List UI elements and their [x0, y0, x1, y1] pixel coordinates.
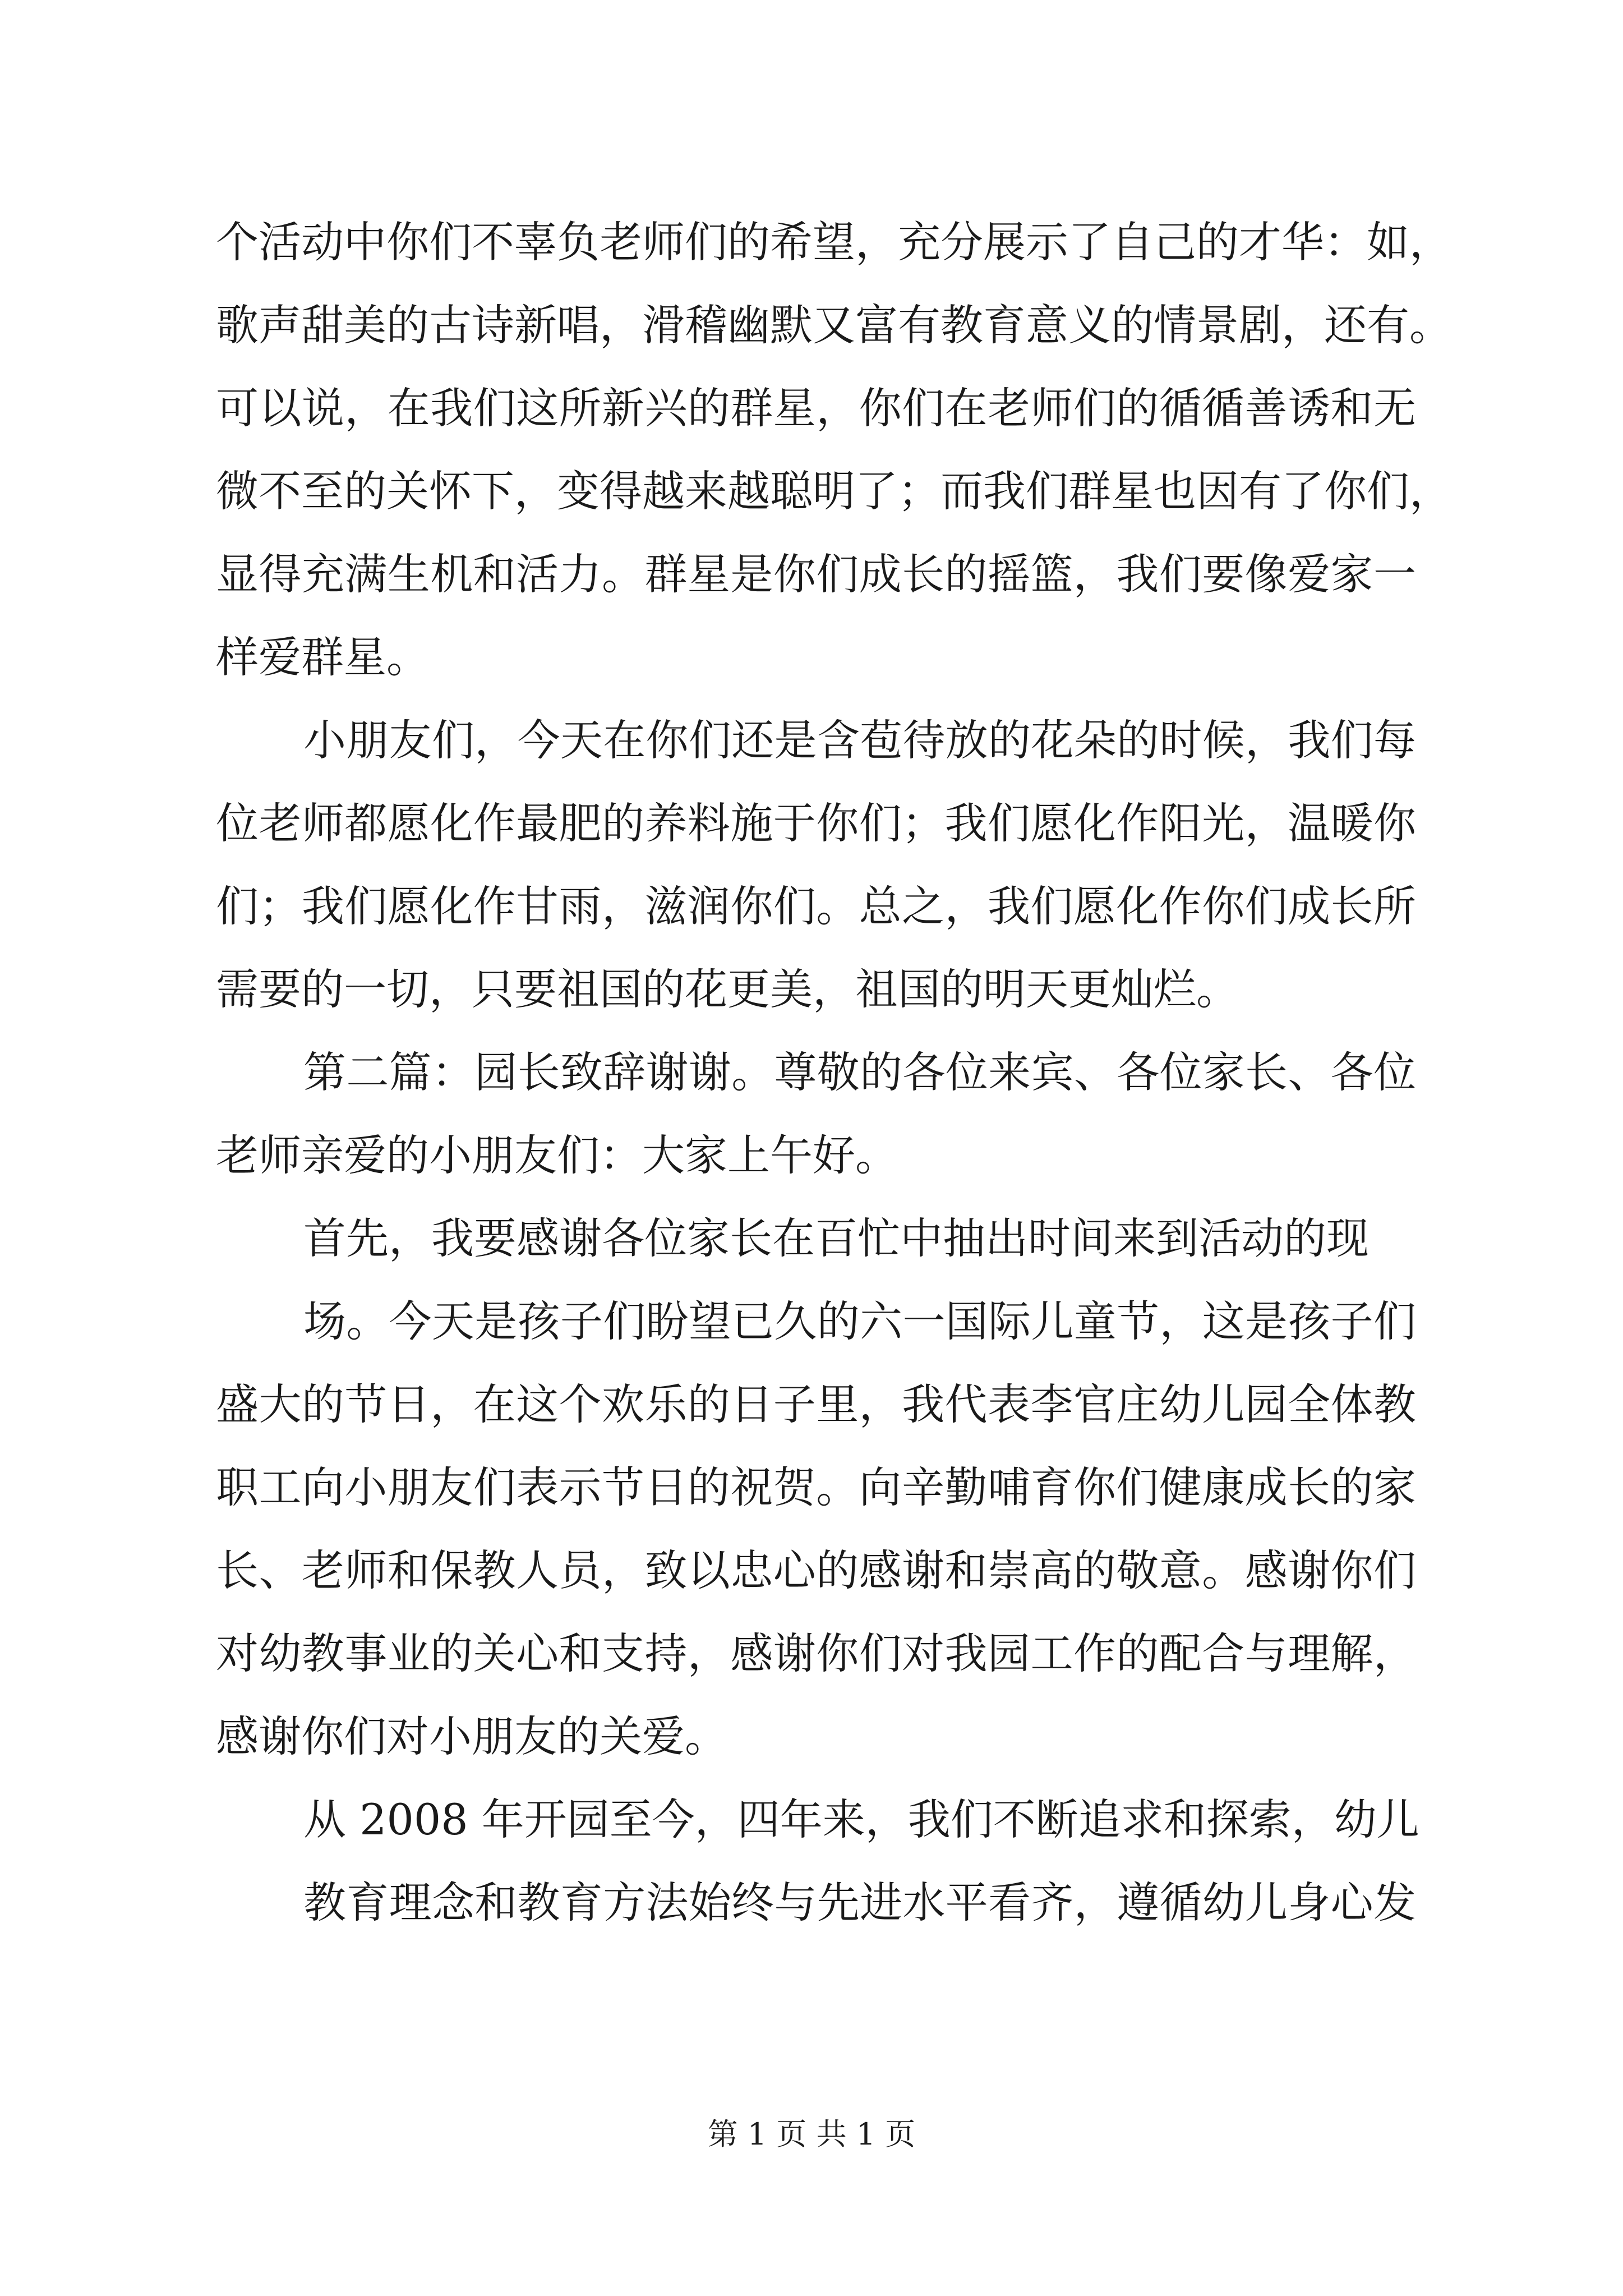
- text-line-9: 们；我们愿化作甘雨，滋润你们。总之，我们愿化作你们成长所: [216, 881, 1416, 931]
- text-line-15: 盛大的节日，在这个欢乐的日子里，我代表李官庄幼儿园全体教: [216, 1379, 1416, 1429]
- page-number-footer: 第 1 页 共 1 页: [707, 2116, 916, 2152]
- text-line-18: 对幼教事业的关心和支持，感谢你们对我园工作的配合与理解，: [216, 1628, 1416, 1678]
- text-line-16: 职工向小朋友们表示节日的祝贺。向辛勤哺育你们健康成长的家: [216, 1462, 1416, 1512]
- text-line-11: 第二篇：园长致辞谢谢。尊敬的各位来宾、各位家长、各位: [303, 1047, 1416, 1097]
- text-line-17: 长、老师和保教人员，致以忠心的感谢和崇高的敬意。感谢你们: [216, 1545, 1416, 1595]
- text-line-2: 歌声甜美的古诗新唱，滑稽幽默又富有教育意义的情景剧，还有。: [216, 300, 1452, 350]
- text-line-1: 个活动中你们不辜负老师们的希望，充分展示了自己的才华：如，: [216, 217, 1452, 267]
- text-line-4: 微不至的关怀下，变得越来越聪明了；而我们群星也因有了你们，: [216, 466, 1452, 516]
- text-line-8: 位老师都愿化作最肥的养料施于你们；我们愿化作阳光，温暖你: [216, 798, 1416, 848]
- text-line-20: 从 2008 年开园至今，四年来，我们不断追求和探索，幼儿: [303, 1795, 1419, 1844]
- text-line-7: 小朋友们，今天在你们还是含苞待放的花朵的时候，我们每: [303, 715, 1416, 765]
- text-line-10: 需要的一切，只要祖国的花更美，祖国的明天更灿烂。: [216, 964, 1239, 1014]
- text-line-13: 首先，我要感谢各位家长在百忙中抽出时间来到活动的现: [303, 1213, 1369, 1263]
- document-body: [216, 201, 1452, 1944]
- text-line-19: 感谢你们对小朋友的关爱。: [216, 1711, 727, 1761]
- text-line-3: 可以说，在我们这所新兴的群星，你们在老师们的循循善诱和无: [216, 383, 1416, 433]
- text-line-6: 样爱群星。: [216, 632, 429, 682]
- text-line-12: 老师亲爱的小朋友们：大家上午好。: [216, 1130, 898, 1180]
- text-line-21: 教育理念和教育方法始终与先进水平看齐，遵循幼儿身心发: [303, 1878, 1416, 1927]
- text-line-5: 显得充满生机和活力。群星是你们成长的摇篮，我们要像爱家一: [216, 549, 1416, 599]
- text-line-14: 场。今天是孩子们盼望已久的六一国际儿童节，这是孩子们: [303, 1296, 1416, 1346]
